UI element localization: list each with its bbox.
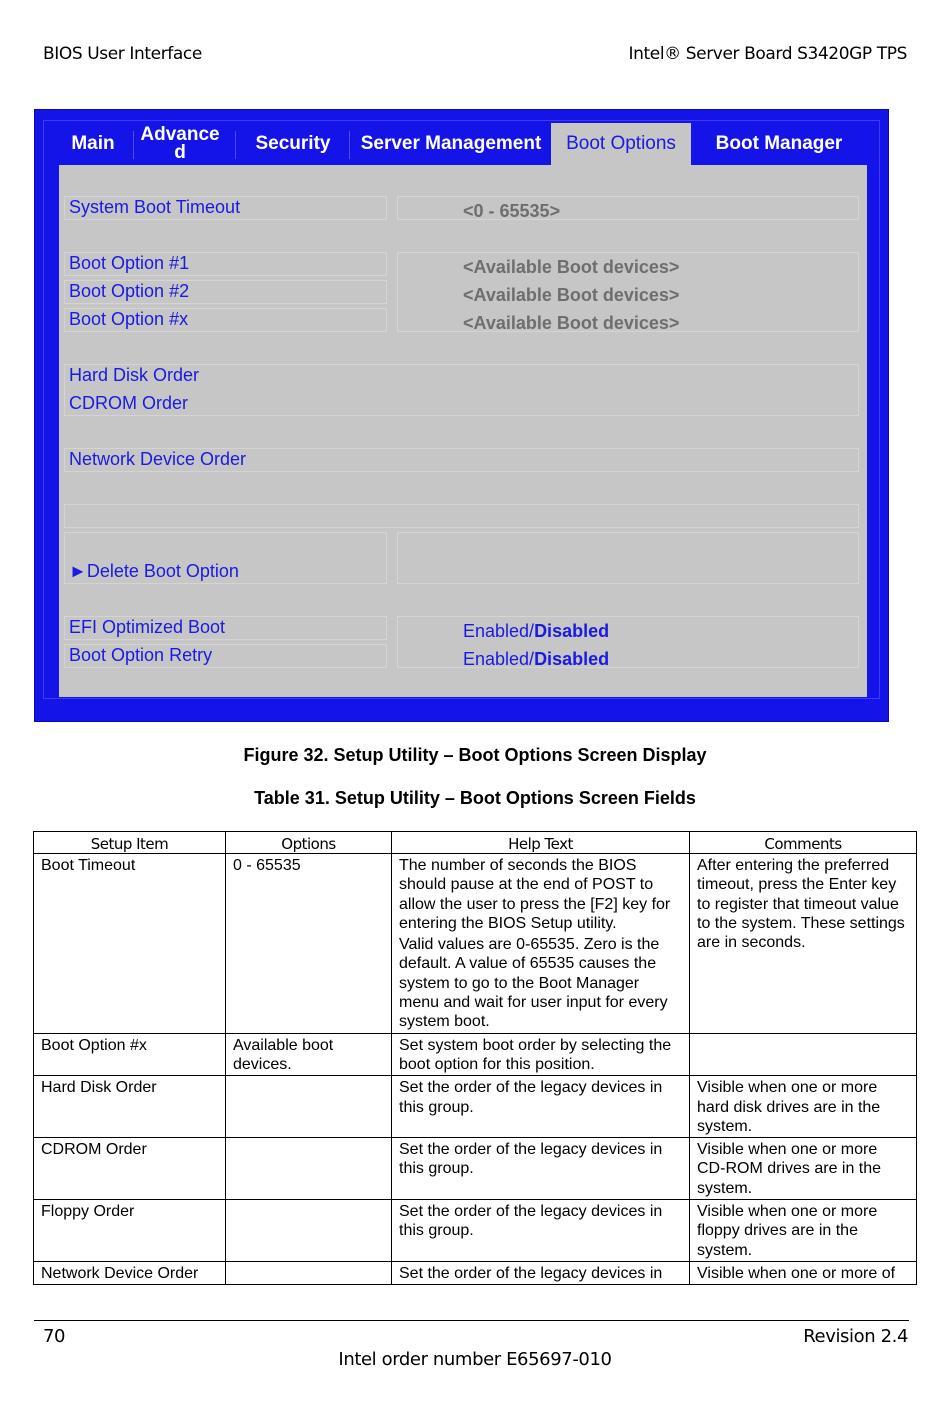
boot-option-retry-label[interactable]: Boot Option Retry xyxy=(69,645,213,665)
tab-separator xyxy=(133,131,134,159)
setup-item-cell: CDROM Order xyxy=(34,1138,226,1200)
column-header: Setup Item xyxy=(34,832,226,854)
system-boot-timeout-value[interactable]: <0 - 65535> xyxy=(463,201,561,221)
setup-item-cell: Floppy Order xyxy=(34,1200,226,1262)
setup-item-cell: Network Device Order xyxy=(34,1261,226,1284)
column-header: Help Text xyxy=(392,832,690,854)
table-row xyxy=(34,1200,917,1262)
help-paragraph: Set the order of the legacy devices in this group. xyxy=(399,1203,663,1240)
help-text-cell xyxy=(392,1261,690,1284)
setup-item-cell: Boot Timeout xyxy=(34,854,226,1034)
option-enabled: Enabled/ xyxy=(463,649,535,669)
boot-option-2-value[interactable]: <Available Boot devices> xyxy=(463,285,680,305)
header-document-title: Intel® Server Board S3420GP TPS xyxy=(628,44,907,64)
tab-separator xyxy=(235,131,236,159)
delete-boot-option-item[interactable]: ►Delete Boot Option xyxy=(69,561,239,581)
comments-cell: Visible when one or more CD-ROM drives are in the system. xyxy=(690,1138,917,1200)
setup-item-cell: Hard Disk Order xyxy=(34,1076,226,1138)
help-text-cell xyxy=(392,854,690,1034)
comments-cell xyxy=(690,1033,917,1076)
boot-option-1-label[interactable]: Boot Option #1 xyxy=(69,253,190,273)
help-text-cell xyxy=(392,1033,690,1076)
table-row xyxy=(34,1033,917,1076)
comments-cell: Visible when one or more hard disk drives are in the system. xyxy=(690,1076,917,1138)
help-paragraph: Set the order of the legacy devices in this group. xyxy=(399,1141,663,1178)
row-outline xyxy=(64,504,859,528)
column-header: Comments xyxy=(690,832,917,854)
table-row xyxy=(34,1138,917,1200)
bios-tab-bar xyxy=(59,123,868,165)
system-boot-timeout-label[interactable]: System Boot Timeout xyxy=(69,197,241,217)
options-cell: Available boot devices. xyxy=(226,1033,392,1076)
tab-boot-manager[interactable]: Boot Manager xyxy=(715,133,843,154)
boot-options-fields-table xyxy=(33,831,917,1285)
tab-advanced[interactable]: Advance d xyxy=(140,124,220,163)
comments-cell: Visible when one or more floppy drives are in the system. xyxy=(690,1200,917,1262)
tab-main[interactable]: Main xyxy=(71,133,115,154)
boot-option-x-label[interactable]: Boot Option #x xyxy=(69,309,189,329)
help-paragraph: The number of seconds the BIOS should pause at the end of POST to allow the user to press the [F2] key for entering the BIOS Setup utility. xyxy=(399,857,671,932)
boot-option-x-value[interactable]: <Available Boot devices> xyxy=(463,313,680,333)
table-header-row xyxy=(34,832,917,854)
table-row xyxy=(34,1076,917,1138)
figure-caption: Figure 32. Setup Utility – Boot Options Screen Display xyxy=(243,745,707,765)
options-cell: 0 - 65535 xyxy=(226,854,392,1034)
options-cell xyxy=(226,1261,392,1284)
option-enabled: Enabled/ xyxy=(463,621,535,641)
header-section-title: BIOS User Interface xyxy=(43,44,202,64)
footer-divider xyxy=(34,1320,909,1321)
boot-options-panel xyxy=(59,165,867,697)
page-number: 70 xyxy=(43,1326,66,1347)
order-number: Intel order number E65697-010 xyxy=(338,1349,612,1370)
table-caption: Table 31. Setup Utility – Boot Options Screen Fields xyxy=(254,788,696,808)
option-disabled-default: Disabled xyxy=(534,649,610,669)
cdrom-order-item[interactable]: CDROM Order xyxy=(69,393,189,413)
comments-cell: Visible when one or more of xyxy=(690,1261,917,1284)
setup-item-cell: Boot Option #x xyxy=(34,1033,226,1076)
page-header xyxy=(43,44,907,68)
help-text-cell xyxy=(392,1138,690,1200)
hard-disk-order-item[interactable]: Hard Disk Order xyxy=(69,365,200,385)
column-header: Options xyxy=(226,832,392,854)
efi-optimized-boot-value[interactable] xyxy=(463,621,609,642)
options-cell xyxy=(226,1200,392,1262)
help-paragraph: Set the order of the legacy devices in this group. xyxy=(399,1079,663,1116)
help-paragraph: Valid values are 0-65535. Zero is the default. A value of 65535 causes the system to go to the Boot Manager menu and wait for user input for every system boot. xyxy=(399,936,668,1031)
options-cell xyxy=(226,1138,392,1200)
options-cell xyxy=(226,1076,392,1138)
tab-security[interactable]: Security xyxy=(255,133,331,154)
table-row xyxy=(34,854,917,1034)
row-outline xyxy=(397,532,859,584)
comments-cell: After entering the preferred timeout, press the Enter key to register that timeout value to the system. These settings are in seconds. xyxy=(690,854,917,1034)
help-text-cell xyxy=(392,1200,690,1262)
boot-option-1-value[interactable]: <Available Boot devices> xyxy=(463,257,680,277)
network-device-order-item[interactable]: Network Device Order xyxy=(69,449,247,469)
boot-option-2-label[interactable]: Boot Option #2 xyxy=(69,281,190,301)
tab-boot-options[interactable]: Boot Options xyxy=(551,123,691,165)
efi-optimized-boot-label[interactable]: EFI Optimized Boot xyxy=(69,617,226,637)
bios-setup-screen xyxy=(34,109,889,722)
table-row xyxy=(34,1261,917,1284)
boot-option-retry-value[interactable] xyxy=(463,649,609,670)
help-text-cell xyxy=(392,1076,690,1138)
help-paragraph: Set system boot order by selecting the boot option for this position. xyxy=(399,1036,672,1073)
tab-server-management[interactable]: Server Management xyxy=(360,133,542,154)
option-disabled-default: Disabled xyxy=(534,621,610,641)
help-paragraph: Set the order of the legacy devices in xyxy=(399,1264,663,1282)
tab-separator xyxy=(349,131,350,159)
revision-label: Revision 2.4 xyxy=(803,1326,908,1347)
